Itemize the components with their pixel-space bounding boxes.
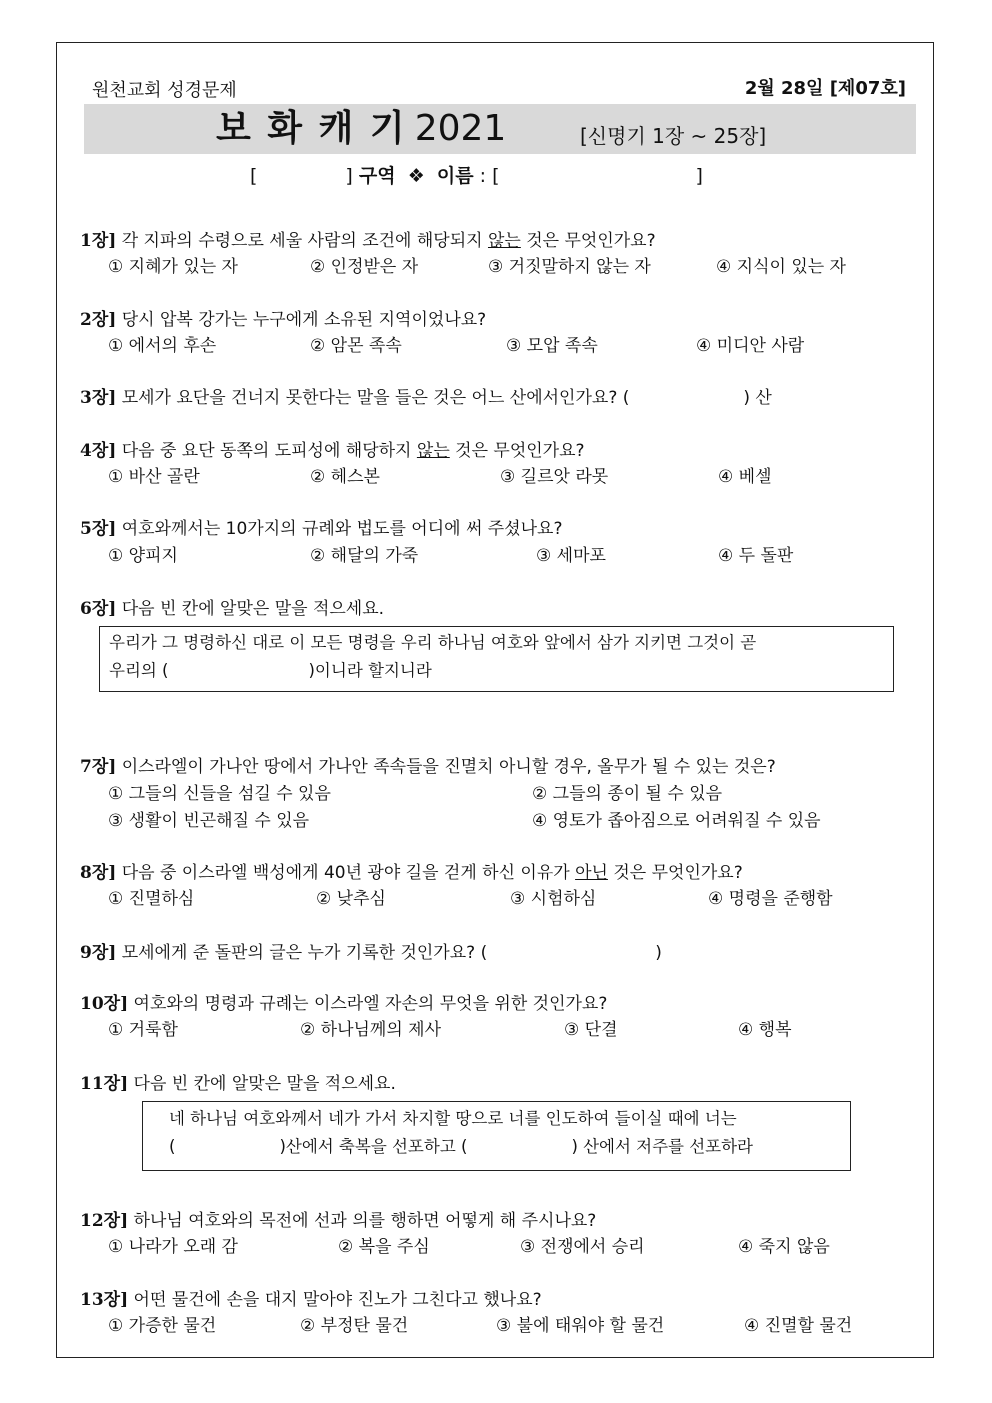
question-number: 8장] bbox=[80, 863, 117, 883]
fill-in-box bbox=[142, 1101, 851, 1171]
option[interactable]: ③ 생활이 빈곤해질 수 있음 bbox=[108, 811, 310, 831]
question-11 bbox=[80, 1069, 396, 1094]
box-line: 네 하나님 여호와께서 네가 가서 차지할 땅으로 너를 인도하여 들이실 때에 너는 bbox=[169, 1109, 737, 1128]
question-text-end: ) 산 bbox=[743, 388, 772, 408]
church-name: 원천교회 성경문제 bbox=[92, 80, 237, 101]
question-6 bbox=[80, 594, 384, 619]
question-text: 다음 중 이스라엘 백성에게 40년 광야 길을 걷게 하신 이유가 bbox=[121, 863, 576, 883]
question-7 bbox=[80, 752, 776, 777]
box-text: )산에서 축복을 선포하고 ( bbox=[279, 1137, 468, 1156]
name-bracket-open: [ bbox=[492, 165, 500, 187]
question-1 bbox=[80, 226, 656, 251]
option[interactable]: ③ 단결 bbox=[564, 1020, 618, 1040]
question-10 bbox=[80, 989, 607, 1014]
question-text: 모세가 요단을 건너지 못한다는 말을 들은 것은 어느 산에서인가요? ( bbox=[121, 388, 630, 408]
option[interactable]: ① 가증한 물건 bbox=[108, 1316, 217, 1336]
option[interactable]: ① 진멸하심 bbox=[108, 889, 195, 909]
name-colon: : bbox=[479, 165, 487, 187]
option[interactable]: ③ 길르앗 라못 bbox=[500, 467, 609, 487]
box-text: ( bbox=[169, 1137, 176, 1156]
option[interactable]: ① 바산 골란 bbox=[108, 467, 200, 487]
box-text: ) 산에서 저주를 선포하라 bbox=[571, 1137, 753, 1156]
question-text: 각 지파의 수령으로 세울 사람의 조건에 해당되지 bbox=[121, 231, 488, 251]
name-bracket-close: ] bbox=[695, 165, 703, 187]
question-number: 12장] bbox=[80, 1211, 129, 1231]
question-text: 다음 중 요단 동쪽의 도피성에 해당하지 bbox=[121, 441, 417, 461]
option[interactable]: ② 하나님께의 제사 bbox=[300, 1020, 442, 1040]
question-12 bbox=[80, 1206, 596, 1231]
issue-date: 2월 28일 [제07호] bbox=[744, 78, 906, 99]
question-text-end: 것은 무엇인가요? bbox=[449, 441, 585, 461]
option[interactable]: ① 거룩함 bbox=[108, 1020, 178, 1040]
separator-icon: ❖ bbox=[407, 165, 425, 187]
box-line: 우리가 그 명령하신 대로 이 모든 명령을 우리 하나님 여호와 앞에서 삼가 지키면 그것이 곧 bbox=[109, 633, 757, 652]
question-emphasis: 않는 bbox=[487, 231, 521, 251]
question-8 bbox=[80, 858, 743, 883]
question-number: 4장] bbox=[80, 441, 117, 461]
option[interactable]: ② 인정받은 자 bbox=[310, 257, 419, 277]
question-number: 6장] bbox=[80, 599, 117, 619]
question-number: 3장] bbox=[80, 388, 117, 408]
question-text: 이스라엘이 가나안 땅에서 가나안 족속들을 진멸치 아니할 경우, 올무가 될 수 있는 것은? bbox=[121, 757, 776, 777]
book-range: [신명기 1장 ~ 25장] bbox=[580, 124, 767, 148]
question-text-end: ) bbox=[655, 943, 662, 963]
option[interactable]: ④ 영토가 좁아짐으로 어려워질 수 있음 bbox=[532, 811, 821, 831]
option[interactable]: ④ 진멸할 물건 bbox=[744, 1316, 853, 1336]
option[interactable]: ② 복을 주심 bbox=[338, 1237, 430, 1257]
option[interactable]: ④ 명령을 준행함 bbox=[708, 889, 833, 909]
fill-in-box bbox=[99, 626, 894, 692]
box-text: )이니라 할지니라 bbox=[308, 661, 432, 680]
option[interactable]: ③ 세마포 bbox=[536, 546, 606, 566]
name-district-line bbox=[250, 161, 703, 188]
question-number: 10장] bbox=[80, 994, 129, 1014]
option[interactable]: ② 낮추심 bbox=[316, 889, 386, 909]
option[interactable]: ④ 지식이 있는 자 bbox=[716, 257, 846, 277]
question-number: 1장] bbox=[80, 231, 117, 251]
option[interactable]: ② 헤스본 bbox=[310, 467, 380, 487]
option[interactable]: ④ 미디안 사람 bbox=[696, 336, 805, 356]
question-5 bbox=[80, 514, 563, 539]
district-bracket-open: [ bbox=[250, 165, 258, 187]
question-13 bbox=[80, 1285, 542, 1310]
question-number: 11장] bbox=[80, 1074, 129, 1094]
district-label: 구역 bbox=[358, 165, 396, 187]
option[interactable]: ③ 불에 태워야 할 물건 bbox=[496, 1316, 665, 1336]
question-3 bbox=[80, 383, 772, 408]
option[interactable]: ③ 시험하심 bbox=[510, 889, 597, 909]
title-text: 보 화 캐 기 bbox=[216, 108, 407, 149]
option[interactable]: ② 부정탄 물건 bbox=[300, 1316, 409, 1336]
option[interactable]: ① 나라가 오래 감 bbox=[108, 1237, 238, 1257]
option[interactable]: ③ 모압 족속 bbox=[506, 336, 598, 356]
question-text: 다음 빈 칸에 알맞은 말을 적으세요. bbox=[133, 1074, 396, 1094]
option[interactable]: ② 암몬 족속 bbox=[310, 336, 402, 356]
option[interactable]: ② 해달의 가죽 bbox=[310, 546, 419, 566]
question-text: 다음 빈 칸에 알맞은 말을 적으세요. bbox=[121, 599, 385, 619]
title-year: 2021 bbox=[414, 108, 507, 149]
question-text: 여호와께서는 10가지의 규례와 법도를 어디에 써 주셨나요? bbox=[121, 519, 563, 539]
question-text-end: 것은 무엇인가요? bbox=[607, 863, 743, 883]
box-text: 우리의 ( bbox=[109, 661, 169, 680]
question-9 bbox=[80, 938, 662, 963]
question-text-end: 것은 무엇인가요? bbox=[520, 231, 656, 251]
question-4 bbox=[80, 436, 585, 461]
question-number: 5장] bbox=[80, 519, 117, 539]
question-emphasis: 아닌 bbox=[575, 863, 608, 883]
option[interactable]: ④ 베셀 bbox=[718, 467, 772, 487]
option[interactable]: ③ 전쟁에서 승리 bbox=[520, 1237, 645, 1257]
option[interactable]: ① 양피지 bbox=[108, 546, 178, 566]
name-label: 이름 bbox=[436, 165, 474, 187]
option[interactable]: ① 지혜가 있는 자 bbox=[108, 257, 238, 277]
option[interactable]: ④ 행복 bbox=[738, 1020, 792, 1040]
question-text: 당시 압복 강가는 누구에게 소유된 지역이었나요? bbox=[121, 310, 487, 330]
option[interactable]: ④ 죽지 않음 bbox=[738, 1237, 830, 1257]
question-2 bbox=[80, 305, 486, 330]
page-title bbox=[216, 104, 506, 154]
question-emphasis: 않는 bbox=[416, 441, 450, 461]
question-text: 어떤 물건에 손을 대지 말아야 진노가 그친다고 했나요? bbox=[133, 1290, 542, 1310]
question-number: 13장] bbox=[80, 1290, 129, 1310]
question-number: 7장] bbox=[80, 757, 117, 777]
question-text: 모세에게 준 돌판의 글은 누가 기록한 것인가요? ( bbox=[121, 943, 488, 963]
question-text: 여호와의 명령과 규례는 이스라엘 자손의 무엇을 위한 것인가요? bbox=[133, 994, 608, 1014]
option[interactable]: ④ 두 돌판 bbox=[718, 546, 794, 566]
option[interactable]: ① 에서의 후손 bbox=[108, 336, 217, 356]
box-line bbox=[169, 1133, 850, 1161]
district-bracket-close: ] bbox=[345, 165, 353, 187]
box-line bbox=[109, 657, 893, 685]
question-number: 9장] bbox=[80, 943, 117, 963]
option[interactable]: ② 그들의 종이 될 수 있음 bbox=[532, 784, 723, 804]
question-number: 2장] bbox=[80, 310, 117, 330]
option[interactable]: ③ 거짓말하지 않는 자 bbox=[488, 257, 651, 277]
option[interactable]: ① 그들의 신들을 섬길 수 있음 bbox=[108, 784, 331, 804]
question-text: 하나님 여호와의 목전에 선과 의를 행하면 어떻게 해 주시나요? bbox=[133, 1211, 597, 1231]
